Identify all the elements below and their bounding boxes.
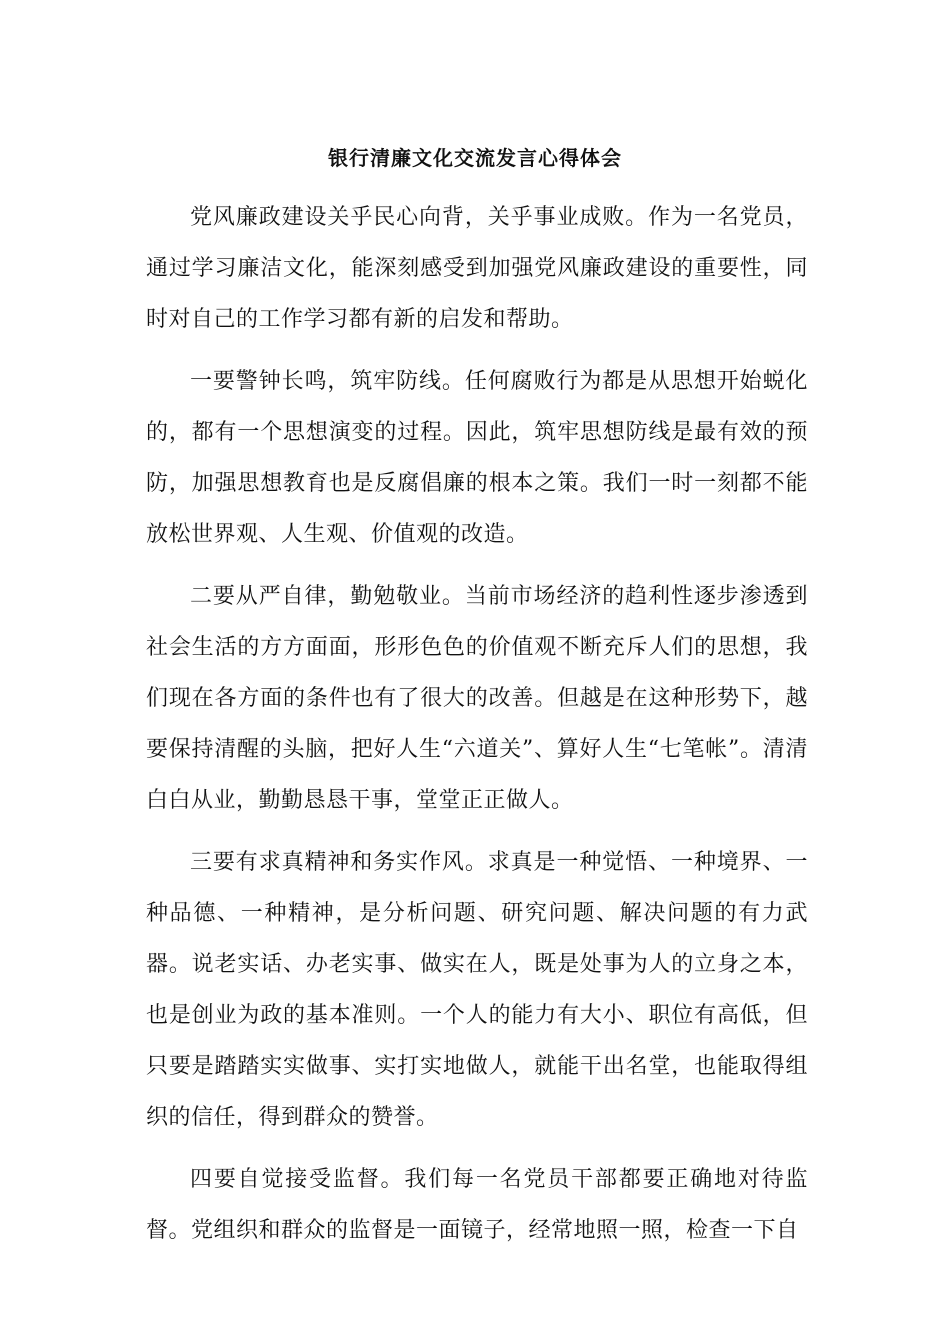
document-body	[146, 192, 808, 1267]
paragraph-point-1: 一要警钟长鸣，筑牢防线。任何腐败行为都是从思想开始蜕化的，都有一个思想演变的过程。因此，筑牢思想防线是最有效的预防，加强思想教育也是反腐倡廉的根本之策。我们一时一刻都不能放松世界观、人生观、价值观的改造。	[146, 369, 808, 547]
document-title: 银行清廉文化交流发言心得体会	[328, 146, 622, 170]
paragraph-point-4: 四要自觉接受监督。我们每一名党员干部都要正确地对待监督。党组织和群众的监督是一面镜子，经常地照一照，检查一下自	[146, 1167, 808, 1243]
paragraph-point-3: 三要有求真精神和务实作风。求真是一种觉悟、一种境界、一种品德、一种精神，是分析问题、研究问题、解决问题的有力武器。说老实话、办老实事、做实在人，既是处事为人的立身之本，也是创业为政的基本准则。一个人的能力有大小、职位有高低，但只要是踏踏实实做事、实打实地做人，就能干出名堂，也能取得组织的信任，得到群众的赞誉。	[146, 850, 808, 1130]
paragraph-intro: 党风廉政建设关乎民心向背，关乎事业成败。作为一名党员，通过学习廉洁文化，能深刻感受到加强党风廉政建设的重要性，同时对自己的工作学习都有新的启发和帮助。	[146, 205, 808, 332]
paragraph-point-2: 二要从严自律，勤勉敬业。当前市场经济的趋利性逐步渗透到社会生活的方方面面，形形色色的价值观不断充斥人们的思想，我们现在各方面的条件也有了很大的改善。但越是在这种形势下，越要保持清醒的头脑，把好人生“六道关”、算好人生“七笔帐”。清清白白从业，勤勤恳恳干事，堂堂正正做人。	[146, 584, 808, 813]
